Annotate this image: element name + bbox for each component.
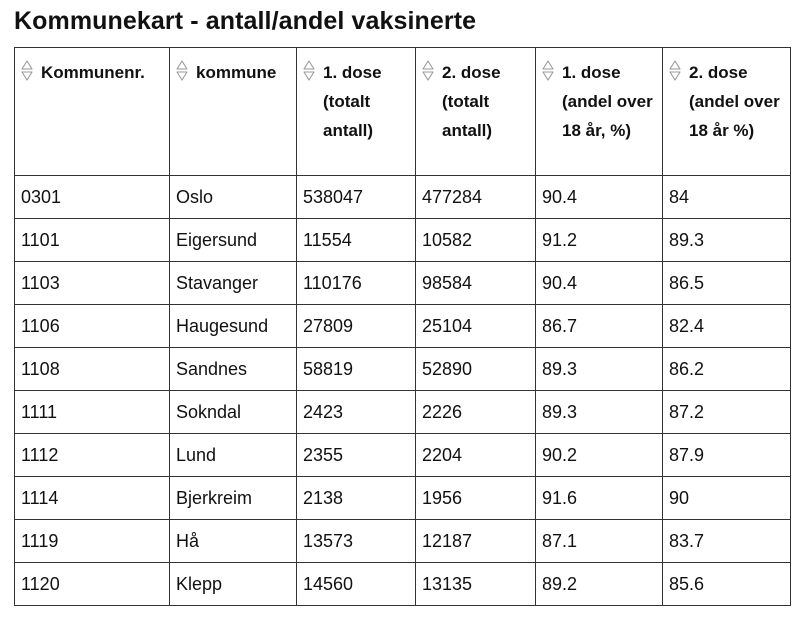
cell-dose1-total: 11554 [297, 219, 416, 262]
column-header-label: 1. dose (andel over 18 år, %) [562, 63, 653, 140]
table-row [15, 305, 791, 348]
sort-icon[interactable] [669, 60, 681, 82]
cell-dose2-total: 1956 [416, 477, 536, 520]
cell-kommune: Sokndal [170, 391, 297, 434]
cell-kommunenr: 1119 [15, 520, 170, 563]
cell-dose1-share: 87.1 [536, 520, 663, 563]
cell-dose2-share: 87.2 [663, 391, 791, 434]
cell-dose1-share: 91.6 [536, 477, 663, 520]
table-row [15, 520, 791, 563]
cell-dose1-total: 14560 [297, 563, 416, 606]
cell-dose2-total: 10582 [416, 219, 536, 262]
cell-kommune: Oslo [170, 176, 297, 219]
cell-kommunenr: 1103 [15, 262, 170, 305]
cell-kommune: Klepp [170, 563, 297, 606]
cell-dose2-total: 2204 [416, 434, 536, 477]
table-header-row [15, 48, 791, 176]
cell-kommune: Bjerkreim [170, 477, 297, 520]
cell-dose1-share: 90.4 [536, 262, 663, 305]
cell-kommunenr: 1112 [15, 434, 170, 477]
column-header-label: 1. dose (totalt antall) [323, 63, 382, 140]
cell-kommune: Hå [170, 520, 297, 563]
cell-kommunenr: 1111 [15, 391, 170, 434]
cell-dose1-share: 91.2 [536, 219, 663, 262]
cell-dose2-share: 84 [663, 176, 791, 219]
cell-dose1-total: 2138 [297, 477, 416, 520]
table-row [15, 262, 791, 305]
cell-kommunenr: 1101 [15, 219, 170, 262]
cell-dose2-share: 89.3 [663, 219, 791, 262]
cell-dose2-total: 12187 [416, 520, 536, 563]
column-header-dose1-total[interactable] [297, 48, 416, 176]
cell-dose1-share: 90.4 [536, 176, 663, 219]
cell-kommune: Lund [170, 434, 297, 477]
vaccination-table [14, 47, 791, 606]
cell-dose2-share: 83.7 [663, 520, 791, 563]
column-header-label: 2. dose (andel over 18 år %) [689, 63, 780, 140]
cell-kommune: Haugesund [170, 305, 297, 348]
cell-dose2-total: 13135 [416, 563, 536, 606]
table-row [15, 219, 791, 262]
cell-dose2-share: 85.6 [663, 563, 791, 606]
cell-dose2-total: 2226 [416, 391, 536, 434]
cell-dose2-total: 98584 [416, 262, 536, 305]
cell-dose1-total: 27809 [297, 305, 416, 348]
table-row [15, 348, 791, 391]
cell-dose2-share: 90 [663, 477, 791, 520]
cell-dose1-share: 89.3 [536, 348, 663, 391]
cell-dose2-share: 86.2 [663, 348, 791, 391]
cell-dose1-total: 58819 [297, 348, 416, 391]
column-header-label: kommune [196, 63, 277, 82]
cell-dose2-share: 82.4 [663, 305, 791, 348]
cell-kommunenr: 1108 [15, 348, 170, 391]
column-header-kommunenr[interactable] [15, 48, 170, 176]
cell-dose2-total: 25104 [416, 305, 536, 348]
cell-kommunenr: 0301 [15, 176, 170, 219]
sort-icon[interactable] [21, 60, 33, 82]
column-header-label: Kommunenr. [41, 63, 145, 82]
cell-kommunenr: 1120 [15, 563, 170, 606]
cell-dose1-share: 86.7 [536, 305, 663, 348]
table-row [15, 391, 791, 434]
cell-kommune: Stavanger [170, 262, 297, 305]
cell-dose2-share: 86.5 [663, 262, 791, 305]
sort-icon[interactable] [303, 60, 315, 82]
table-body [15, 176, 791, 606]
column-header-dose2-total[interactable] [416, 48, 536, 176]
sort-icon[interactable] [542, 60, 554, 82]
column-header-label: 2. dose (totalt antall) [442, 63, 501, 140]
cell-kommunenr: 1106 [15, 305, 170, 348]
table-row [15, 477, 791, 520]
sort-icon[interactable] [176, 60, 188, 82]
sort-icon[interactable] [422, 60, 434, 82]
cell-dose1-total: 2423 [297, 391, 416, 434]
column-header-kommune[interactable] [170, 48, 297, 176]
cell-kommune: Eigersund [170, 219, 297, 262]
page-title: Kommunekart - antall/andel vaksinerte [14, 7, 477, 35]
table-row [15, 563, 791, 606]
cell-dose1-total: 2355 [297, 434, 416, 477]
cell-dose2-total: 52890 [416, 348, 536, 391]
cell-dose1-share: 89.3 [536, 391, 663, 434]
cell-dose1-total: 13573 [297, 520, 416, 563]
column-header-dose2-share[interactable] [663, 48, 791, 176]
cell-dose1-total: 110176 [297, 262, 416, 305]
cell-dose2-total: 477284 [416, 176, 536, 219]
cell-dose1-total: 538047 [297, 176, 416, 219]
cell-dose1-share: 90.2 [536, 434, 663, 477]
cell-kommune: Sandnes [170, 348, 297, 391]
cell-dose1-share: 89.2 [536, 563, 663, 606]
table-row [15, 434, 791, 477]
table-row [15, 176, 791, 219]
cell-kommunenr: 1114 [15, 477, 170, 520]
cell-dose2-share: 87.9 [663, 434, 791, 477]
column-header-dose1-share[interactable] [536, 48, 663, 176]
